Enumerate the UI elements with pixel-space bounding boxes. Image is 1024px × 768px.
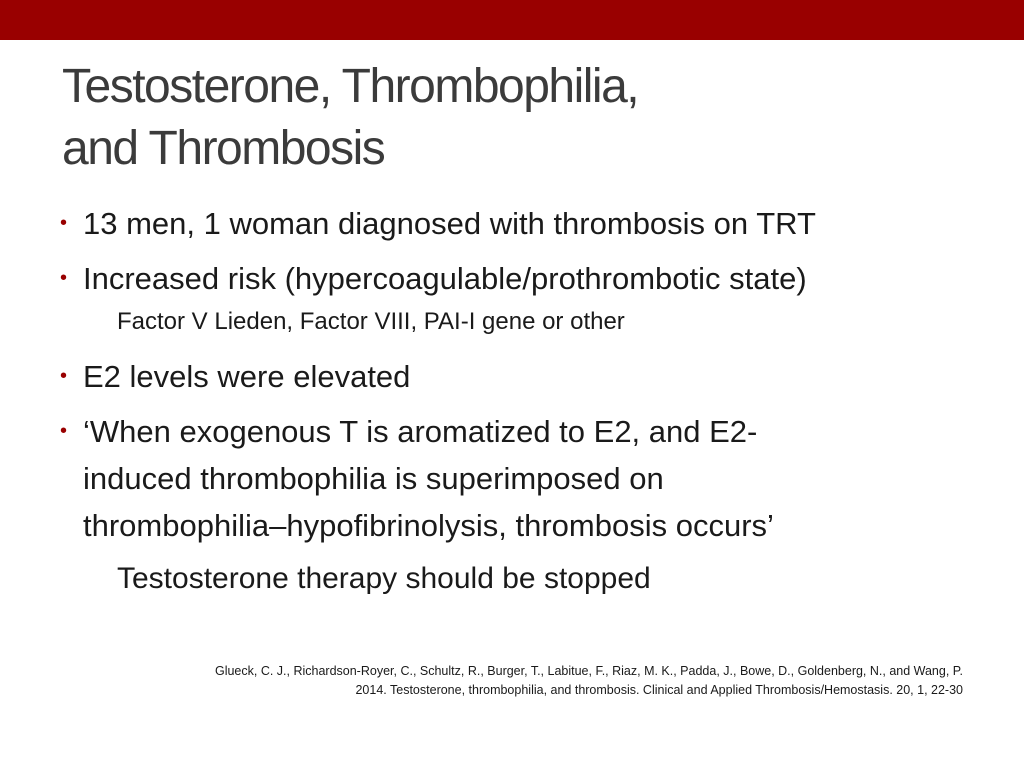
bullet-item-4: [60, 408, 980, 549]
citation-line-1: Glueck, C. J., Richardson-Royer, C., Schultz, R., Burger, T., Labitue, F., Riaz, M. K., Padda, J., Bowe, D., Goldenberg, N., and Wang, P.: [214, 664, 963, 678]
bullet-item-2: [60, 255, 980, 302]
bullet-item-4-line-2: induced thrombophilia is superimposed on: [83, 461, 664, 496]
bullet-dot-icon: •: [60, 365, 68, 387]
bullet-item-3-text: E2 levels were elevated: [83, 359, 411, 394]
slide-title: [62, 56, 962, 180]
slide-title-line-2: and Thrombosis: [62, 122, 385, 175]
citation: [83, 662, 963, 700]
bullet-item-3: [60, 353, 980, 400]
citation-line-2: 2014. Testosterone, thrombophilia, and thrombosis. Clinical and Applied Thrombosis/Hemostasis. 20, 1, 22-30: [355, 683, 963, 697]
bullet-dot-icon: •: [60, 420, 68, 442]
bullet-list: [60, 200, 980, 602]
slide-title-line-1: Testosterone, Thrombophilia,: [62, 60, 639, 113]
bullet-item-4-line-3: thrombophilia–hypofibrinolysis, thrombosis occurs’: [83, 508, 774, 543]
header-accent-bar: [0, 0, 1024, 40]
bullet-item-2-text: Increased risk (hypercoagulable/prothrombotic state): [83, 261, 807, 296]
bullet-item-1: [60, 200, 980, 247]
bullet-dot-icon: •: [60, 267, 68, 289]
bullet-item-4-line-1: ‘When exogenous T is aromatized to E2, and E2-: [83, 414, 758, 449]
bullet-item-1-text: 13 men, 1 woman diagnosed with thrombosis on TRT: [83, 206, 816, 241]
sub-item-2: Factor V Lieden, Factor VIII, PAI-I gene or other: [117, 308, 625, 335]
sub-item-4: Testosterone therapy should be stopped: [117, 562, 651, 595]
bullet-dot-icon: •: [60, 212, 68, 234]
